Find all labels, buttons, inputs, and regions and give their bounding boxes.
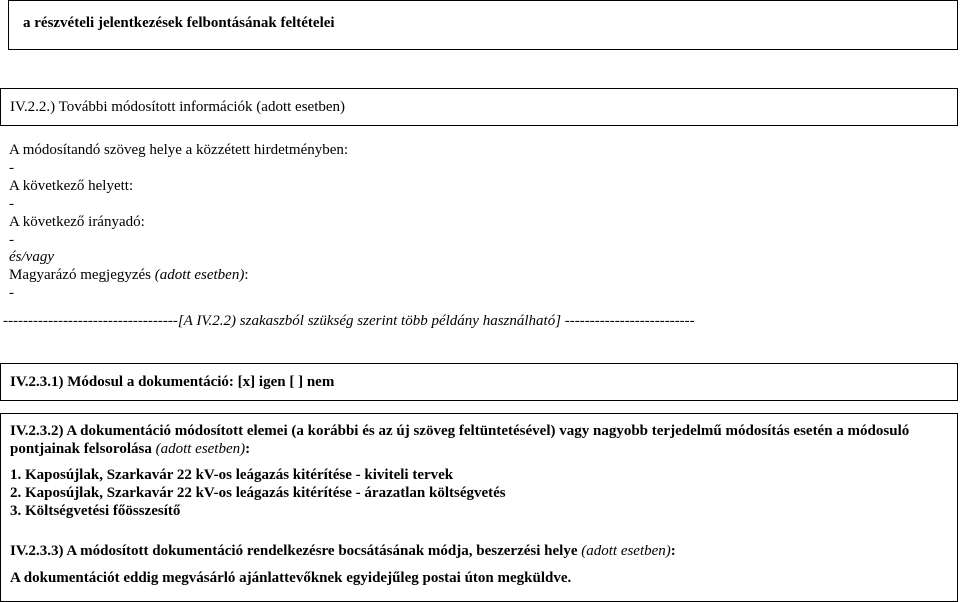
note-label-colon: : xyxy=(244,267,249,283)
location-value: - xyxy=(9,160,14,176)
list-item: 2. Kaposújlak, Szarkavár 22 kV-os leágazás kitérítése - árazatlan költségvetés xyxy=(10,485,506,501)
list-item: 3. Költségvetési főösszesítő xyxy=(10,503,181,519)
note-label-text: Magyarázó megjegyzés xyxy=(9,267,155,283)
section-iv233-heading-note: (adott esetben) xyxy=(581,543,671,559)
section-iv233-heading xyxy=(10,542,676,560)
opening-conditions-title: a részvételi jelentkezések felbontásának feltételei xyxy=(23,15,335,31)
section-iv233-heading-bold: IV.2.3.3) A módosított dokumentáció rendelkezésre bocsátásának módja, beszerzési helye xyxy=(10,543,582,559)
applicable-label: A következő irányadó: xyxy=(9,214,145,230)
section-iv231-box xyxy=(0,363,958,401)
section-iv222-box xyxy=(0,88,958,126)
applicable-value: - xyxy=(9,232,14,248)
separator-line xyxy=(3,312,695,330)
separator-dashes-right: -------------------------- xyxy=(564,313,695,329)
section-iv222-heading-number: IV.2.2.) További módosított információk xyxy=(10,99,253,115)
section-iv232-box xyxy=(0,413,958,602)
separator-dashes-left: ----------------------------------- xyxy=(3,313,178,329)
location-label: A módosítandó szöveg helye a közzétett hirdetményben: xyxy=(9,142,349,158)
section-iv232-heading-note: (adott esetben) xyxy=(155,441,246,457)
instead-label: A következő helyett: xyxy=(9,178,134,194)
section-iv232-heading-bold: IV.2.3.2) A dokumentáció módosított elemei (a korábbi és az új szöveg feltüntetésével) vagy nagyobb terjedelmű módosítás esetén a módosuló pontjainak felsorolása xyxy=(10,423,910,457)
section-iv222-heading-note: (adott esetben) xyxy=(252,99,346,115)
note-value: - xyxy=(9,285,14,301)
section-iv222-heading xyxy=(10,98,345,116)
opening-conditions-box xyxy=(8,0,958,50)
section-iv232-heading-colon: : xyxy=(245,441,251,457)
note-label-italic: (adott esetben) xyxy=(154,267,245,283)
list-item: 1. Kaposújlak, Szarkavár 22 kV-os leágazás kitérítése - kiviteli tervek xyxy=(10,467,454,483)
section-iv232-heading xyxy=(10,422,950,458)
section-iv233-value: A dokumentációt eddig megvásárló ajánlattevőknek egyidejűleg postai úton megküldve. xyxy=(10,570,572,586)
instead-value: - xyxy=(9,196,14,212)
andor-text: és/vagy xyxy=(9,249,54,265)
note-label xyxy=(9,266,249,284)
section-iv233-heading-colon: : xyxy=(670,543,676,559)
section-iv231-text: IV.2.3.1) Módosul a dokumentáció: [x] igen [ ] nem xyxy=(10,374,335,390)
separator-text: [A IV.2.2) szakaszból szükség szerint több példány használható] xyxy=(177,313,565,329)
